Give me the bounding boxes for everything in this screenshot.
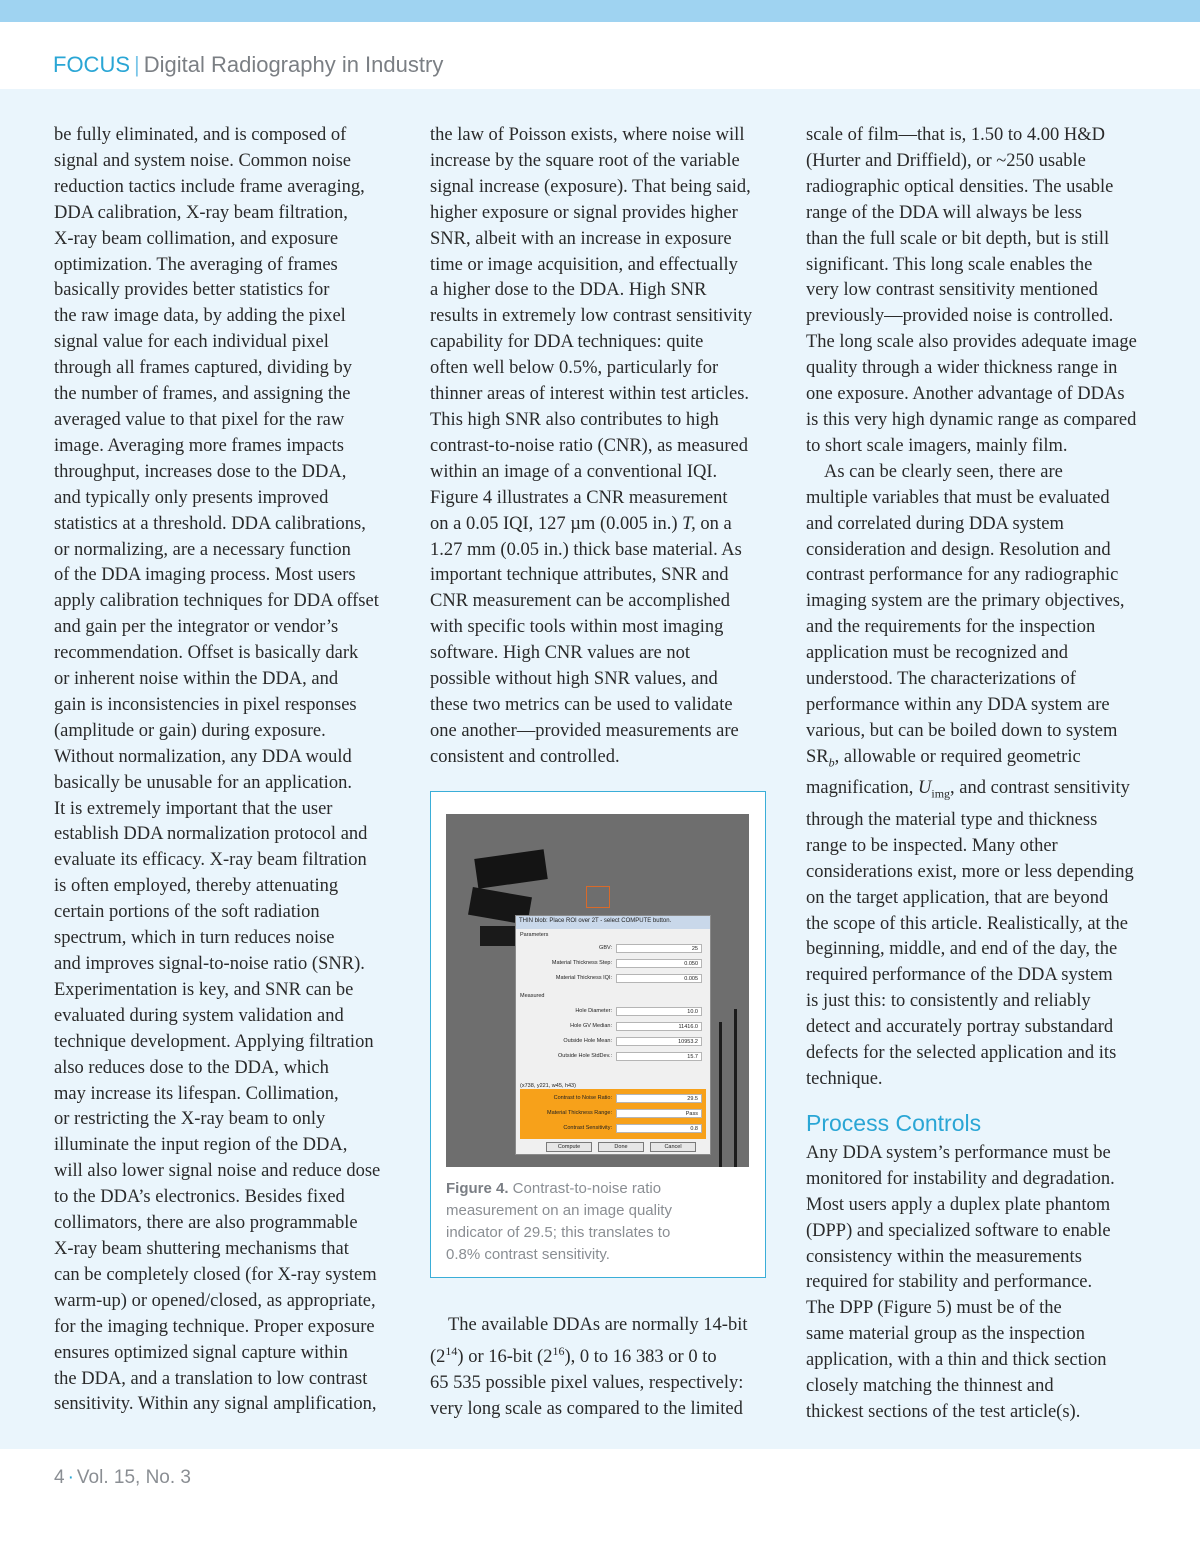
text-line: (amplitude or gain) during exposure. (54, 720, 326, 741)
text-line: or inherent noise within the DDA, and (54, 669, 339, 690)
field-label: Hole Diameter: (575, 1008, 612, 1014)
text-line: Most users apply a duplex plate phantom (806, 1194, 1111, 1215)
text-line: is this very high dynamic range as compared (806, 409, 1137, 430)
text-line: Experimentation is key, and SNR can be (54, 979, 354, 1000)
text-line: to short scale imagers, mainly film. (806, 435, 1068, 456)
text-line: recommendation. Offset is basically dark (54, 643, 359, 664)
text-span: on a (695, 513, 732, 534)
text-line: previously—provided noise is controlled. (806, 306, 1114, 327)
text-line: image. Averaging more frames impacts (54, 435, 344, 456)
text-line: sensitivity. Within any signal amplification, (54, 1394, 377, 1415)
figure-4 (430, 791, 766, 1278)
text-line: through the material type and thickness (806, 809, 1098, 830)
group-label-measured: Measured (520, 993, 545, 999)
text-line: technique development. Applying filtration (54, 1031, 374, 1052)
text-span: img (931, 787, 951, 802)
text-line: or normalizing, are a necessary function (54, 539, 351, 560)
text-line: spectrum, which in turn reduces noise (54, 928, 335, 949)
text-span: (2 (430, 1347, 446, 1368)
field-value: Pass (616, 1109, 702, 1118)
text-line: application must be recognized and (806, 643, 1068, 664)
text-line: The long scale also provides adequate image (806, 332, 1137, 353)
text-line: within an image of a conventional IQI. (430, 461, 718, 482)
text-line: understood. The characterizations of (806, 669, 1076, 690)
running-header (0, 22, 1200, 89)
done-button: Done (598, 1142, 644, 1152)
text-line: basically provides better statistics for (54, 280, 330, 301)
text-line: may increase its lifespan. Collimation, (54, 1083, 339, 1104)
text-span: U (918, 778, 932, 799)
wire-shadow (719, 1022, 722, 1167)
section-heading: Process Controls (806, 1109, 982, 1136)
text-line: with specific tools within most imaging (430, 617, 724, 638)
field-label: Contrast to Noise Ratio: (553, 1095, 612, 1101)
text-line: performance within any DDA system are (806, 694, 1110, 715)
field-value: 0.005 (616, 974, 702, 983)
caption-text: Contrast-to-noise ratio (508, 1180, 662, 1197)
text-line: required performance of the DDA system (806, 965, 1113, 986)
dialog-field-row (520, 944, 706, 954)
text-line: very low contrast sensitivity mentioned (806, 280, 1098, 301)
column-1 (54, 123, 400, 1418)
text-line: illuminate the input region of the DDA, (54, 1135, 348, 1156)
text-line: Figure 4 illustrates a CNR measurement (430, 487, 728, 508)
dialog-field-row (520, 1007, 706, 1017)
text-line: and gain per the integrator or vendor’s (54, 617, 339, 638)
text-line: monitored for instability and degradation. (806, 1168, 1115, 1189)
text-line: and correlated during DDA system (806, 513, 1064, 534)
text-line: or restricting the X-ray beam to only (54, 1109, 326, 1130)
text-line: consistency within the measurements (806, 1246, 1082, 1267)
text-line: X-ray beam shuttering mechanisms that (54, 1238, 349, 1259)
text-line: is often employed, thereby attenuating (54, 876, 339, 897)
text-line: evaluated during system validation and (54, 1005, 344, 1026)
text-line: radiographic optical densities. The usable (806, 176, 1114, 197)
field-value: 0.8 (616, 1124, 702, 1133)
text-span: magnification, (806, 778, 918, 799)
text-line: SNR, albeit with an increase in exposure (430, 228, 732, 249)
cancel-button: Cancel (650, 1142, 696, 1152)
text-line: certain portions of the soft radiation (54, 902, 320, 923)
text-line: detect and accurately portray substandard (806, 1017, 1114, 1038)
text-line: gain is inconsistencies in pixel responses (54, 694, 357, 715)
text-span: ), 0 to 16 383 or 0 to (564, 1347, 717, 1368)
text-line: statistics at a threshold. DDA calibrations, (54, 513, 366, 534)
text-line: beginning, middle, and end of the day, the (806, 939, 1118, 960)
text-line (430, 512, 776, 538)
dialog-field-row (520, 1094, 706, 1104)
header-title (53, 52, 443, 78)
field-value: 11416.0 (616, 1022, 702, 1031)
field-value: 29.5 (616, 1094, 702, 1103)
dialog-title: THIN blob: Place ROI over 2T - select COMPUTE button. (516, 916, 710, 929)
field-label: Outside Hole StdDev.: (557, 1053, 612, 1059)
field-label: Contrast Sensitivity: (563, 1125, 612, 1131)
text-line (806, 745, 1152, 777)
text-line: ensures optimized signal capture within (54, 1342, 348, 1363)
superscript: 16 (552, 1343, 565, 1358)
text-span: on a 0.05 IQI, 127 µm (0.005 in.) (430, 513, 678, 534)
column-3 (806, 123, 1152, 1426)
text-line (806, 776, 1152, 808)
issue-label: Vol. 15, No. 3 (76, 1467, 191, 1488)
text-line: consistent and controlled. (430, 746, 620, 767)
text-line: the DDA, and a translation to low contrast (54, 1368, 368, 1389)
field-label: Material Thickness Range: (546, 1110, 612, 1116)
text-line: reduction tactics include frame averaging, (54, 176, 365, 197)
text-line: optimization. The averaging of frames (54, 254, 338, 275)
field-label: Hole GV Median: (570, 1023, 612, 1029)
text-line: on the target application, that are beyond (806, 887, 1109, 908)
text-line: is just this: to consistently and reliably (806, 991, 1091, 1012)
wire-shadow (734, 1009, 737, 1167)
caption-line (446, 1178, 752, 1200)
text-line: quality through a wider thickness range in (806, 358, 1118, 379)
text-line: 1.27 mm (0.05 in.) thick base material. As (430, 539, 742, 560)
text-line: DDA calibration, X-ray beam filtration, (54, 202, 348, 223)
roi-box (586, 886, 610, 908)
text-line: throughput, increases dose to the DDA, (54, 461, 347, 482)
text-line: be fully eliminated, and is composed of (54, 125, 347, 145)
text-line: evaluate its efficacy. X-ray beam filtration (54, 850, 367, 871)
text-line: CNR measurement can be accomplished (430, 591, 731, 612)
text-span: , allowable or required geometric (834, 746, 1081, 767)
text-line: results in extremely low contrast sensitivity (430, 306, 753, 327)
field-label: Material Thickness Step: (551, 960, 612, 966)
text-line: time or image acquisition, and effectually (430, 254, 738, 275)
radiograph-image (446, 814, 749, 1167)
text-line: scale of film—that is, 1.50 to 4.00 H&D (806, 125, 1106, 145)
field-value: 10.0 (616, 1007, 702, 1016)
text-line: for the imaging technique. Proper exposure (54, 1316, 375, 1337)
header-subtitle: Digital Radiography in Industry (143, 52, 444, 77)
text-line: range of the DDA will always be less (806, 202, 1082, 223)
text-line: It is extremely important that the user (54, 798, 333, 819)
text-line: one exposure. Another advantage of DDAs (806, 384, 1125, 405)
text-line: than the full scale or bit depth, but is still (806, 228, 1110, 249)
dialog-field-row (520, 1124, 706, 1134)
text-line: can be completely closed (for X-ray system (54, 1264, 377, 1285)
text-line: basically be unusable for an application. (54, 772, 352, 793)
dialog-field-row (520, 1052, 706, 1062)
text-line: very long scale as compared to the limited (430, 1398, 743, 1419)
text-line: various, but can be boiled down to system (806, 720, 1118, 741)
text-line: technique. (806, 1069, 883, 1089)
text-line: and improves signal-to-noise ratio (SNR). (54, 954, 365, 974)
field-value: 0.050 (616, 959, 702, 968)
text-line: establish DDA normalization protocol and (54, 824, 368, 845)
text-line: As can be clearly seen, there are (824, 461, 1063, 482)
text-line: contrast performance for any radiographic (806, 565, 1119, 586)
text-line: The available DDAs are normally 14-bit (448, 1315, 748, 1335)
text-span: T, (682, 513, 696, 534)
text-line: these two metrics can be used to validate (430, 694, 733, 715)
text-line: collimators, there are also programmable (54, 1213, 358, 1234)
group-label-parameters: Parameters (520, 932, 549, 938)
dialog-field-row (520, 1022, 706, 1032)
text-line: multiple variables that must be evaluated (806, 487, 1110, 508)
text-line: signal increase (exposure). That being said, (430, 176, 751, 197)
text-line: the number of frames, and assigning the (54, 384, 351, 405)
text-line: required for stability and performance. (806, 1272, 1093, 1293)
text-line: contrast-to-noise ratio (CNR), as measured (430, 435, 749, 456)
text-line: also reduces dose to the DDA, which (54, 1057, 329, 1078)
caption-line: indicator of 29.5; this translates to (446, 1224, 671, 1241)
section-label: FOCUS (53, 52, 130, 77)
text-line: (Hurter and Driffield), or ~250 usable (806, 150, 1086, 171)
field-value: 15.7 (616, 1052, 702, 1061)
text-line: the scope of this article. Realistically, at the (806, 913, 1128, 934)
text-span: ) or 16-bit (2 (457, 1347, 553, 1368)
text-span: b (828, 755, 835, 770)
text-line: important technique attributes, SNR and (430, 565, 729, 586)
text-line: same material group as the inspection (806, 1324, 1085, 1345)
text-line: signal and system noise. Common noise (54, 150, 352, 171)
top-color-band (0, 0, 1200, 22)
iqi-marker-shape (474, 849, 547, 888)
text-line: to the DDA’s electronics. Besides fixed (54, 1187, 345, 1208)
compute-button: Compute (546, 1142, 592, 1152)
text-line: This high SNR also contributes to high (430, 409, 719, 430)
field-label: Outside Hole Mean: (563, 1038, 612, 1044)
page-number: 4 (54, 1467, 65, 1488)
text-line: and typically only presents improved (54, 487, 329, 508)
text-line: (DPP) and specialized software to enable (806, 1220, 1111, 1241)
text-line: software. High CNR values are not (430, 643, 690, 664)
text-line: range to be inspected. Many other (806, 835, 1058, 856)
column-2 (430, 123, 776, 771)
caption-line: 0.8% contrast sensitivity. (446, 1246, 610, 1263)
text-line: the law of Poisson exists, where noise will (430, 125, 745, 145)
field-label: Material Thickness IQI: (555, 975, 612, 981)
text-line: apply calibration techniques for DDA offset (54, 591, 379, 612)
text-line: Any DDA system’s performance must be (806, 1142, 1111, 1163)
iqi-marker-shape (480, 926, 520, 946)
text-span: SR (806, 746, 829, 767)
text-line: consideration and design. Resolution and (806, 539, 1111, 560)
text-line: often well below 0.5%, particularly for (430, 358, 719, 379)
field-value: 10953.2 (616, 1037, 702, 1046)
text-line: application, with a thin and thick section (806, 1350, 1107, 1371)
dialog-field-row (520, 974, 706, 984)
text-line: imaging system are the primary objectives, (806, 591, 1125, 612)
page-footer (54, 1467, 191, 1489)
text-line: through all frames captured, dividing by (54, 358, 352, 379)
text-line: higher exposure or signal provides higher (430, 202, 738, 223)
text-line: averaged value to that pixel for the raw (54, 409, 345, 430)
text-line: signal value for each individual pixel (54, 332, 329, 353)
text-line: the raw image data, by adding the pixel (54, 306, 346, 327)
column-2-bottom (430, 1313, 776, 1423)
text-line: thickest sections of the test article(s). (806, 1401, 1081, 1422)
text-line: defects for the selected application and its (806, 1043, 1117, 1064)
roi-coordinates: (x738, y221, w45, h43) (520, 1083, 576, 1089)
text-line: capability for DDA techniques: quite (430, 332, 704, 353)
text-line (430, 1339, 776, 1371)
text-line: The DPP (Figure 5) must be of the (806, 1298, 1062, 1319)
footer-dot: · (67, 1467, 74, 1488)
text-line: and the requirements for the inspection (806, 617, 1096, 638)
text-line: one another—provided measurements are (430, 720, 739, 741)
text-line: significant. This long scale enables the (806, 254, 1093, 275)
text-line: Without normalization, any DDA would (54, 746, 352, 767)
text-line: possible without high SNR values, and (430, 669, 718, 690)
dialog-field-row (520, 1109, 706, 1119)
caption-line: measurement on an image quality (446, 1202, 672, 1219)
text-line: thinner areas of interest within test articles. (430, 384, 750, 405)
text-line: X-ray beam collimation, and exposure (54, 228, 339, 249)
text-line: of the DDA imaging process. Most users (54, 565, 356, 586)
text-line: 65 535 possible pixel values, respectively: (430, 1372, 744, 1393)
superscript: 14 (445, 1343, 458, 1358)
measurement-dialog (515, 915, 711, 1155)
figure-caption (446, 1178, 752, 1266)
text-line: a higher dose to the DDA. High SNR (430, 280, 707, 301)
dialog-field-row (520, 959, 706, 969)
text-span: , and contrast sensitivity (950, 778, 1130, 799)
caption-label: Figure 4. (446, 1180, 509, 1197)
dialog-field-row (520, 1037, 706, 1047)
text-line: will also lower signal noise and reduce dose (54, 1161, 381, 1182)
header-separator: | (134, 52, 140, 77)
text-line: warm-up) or opened/closed, as appropriate, (54, 1290, 376, 1311)
text-line: closely matching the thinnest and (806, 1376, 1054, 1397)
text-line: considerations exist, more or less depending (806, 861, 1134, 882)
field-value: 25 (616, 944, 702, 953)
field-label: GBV: (599, 945, 612, 951)
text-line: increase by the square root of the variable (430, 150, 740, 171)
